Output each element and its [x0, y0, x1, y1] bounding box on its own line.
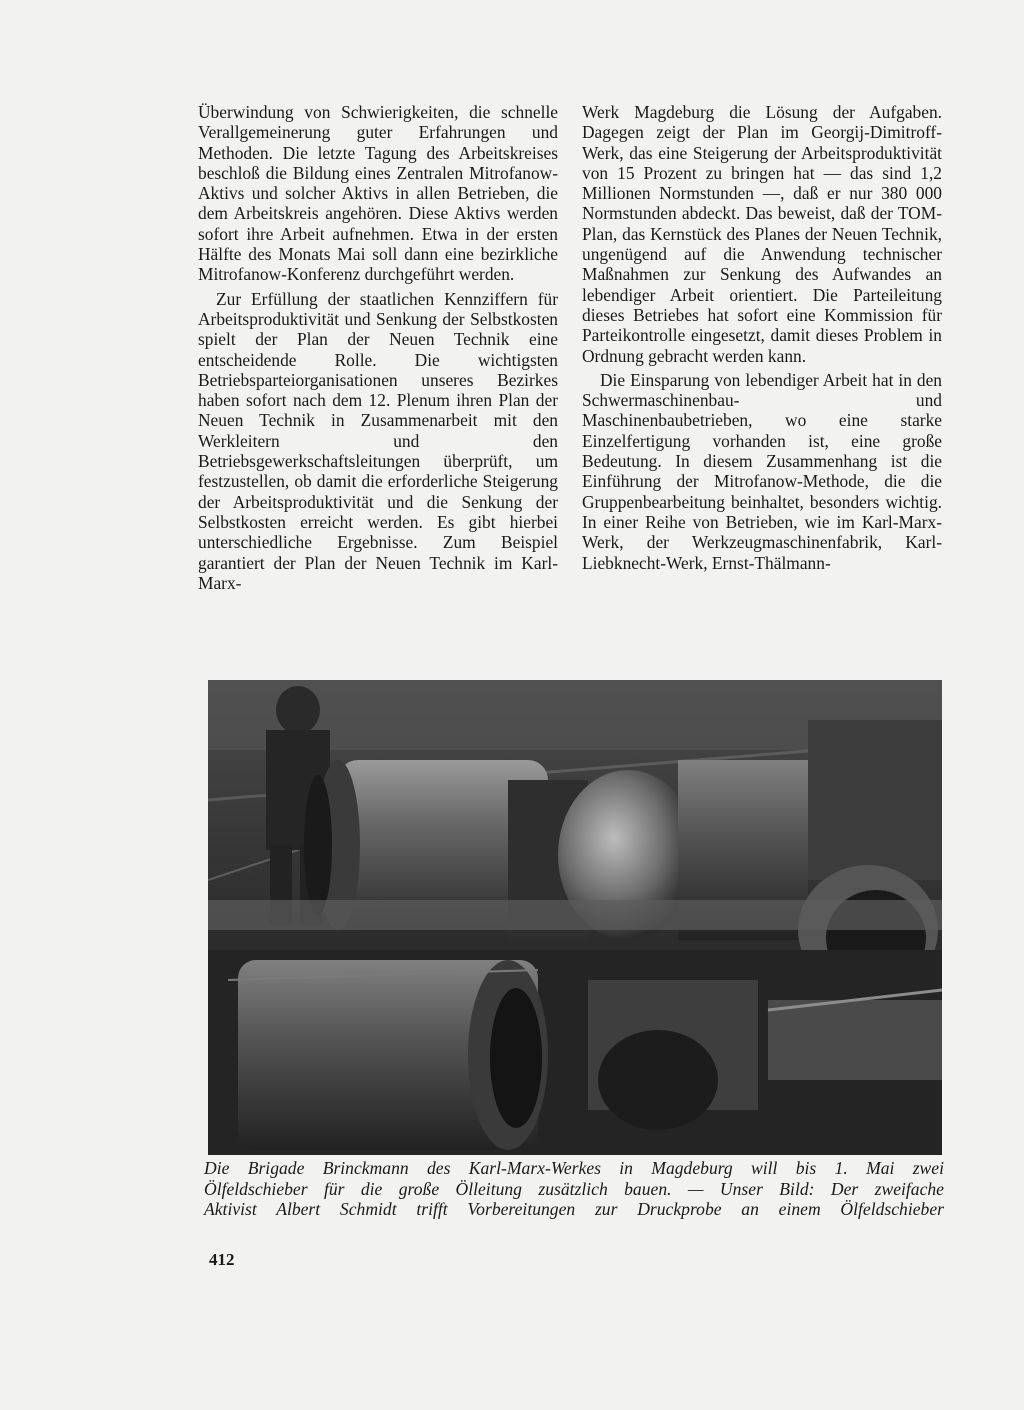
photo-illustration	[208, 680, 942, 1155]
page-number: 412	[209, 1250, 235, 1269]
right-paragraph-1: Werk Magdeburg die Lösung der Aufgaben. Dagegen zeigt der Plan im Georgij-Dimitroff-Werk, das eine Steigerung der Arbeitsproduktivität von 15 Prozent zu bringen hat — das sind 1,2 Millionen Normstunden —, daß er nur 380 000 Normstunden abdeckt. Das beweist, daß der TOM-Plan, das Kernstück des Planes der Neuen Technik, ungenügend auf die Anwendung technischer Maßnahmen zur Senkung des Aufwandes an lebendiger Arbeit orientiert. Die Parteileitung dieses Betriebes hat sofort eine Kommission für Parteikontrolle eingesetzt, damit dieses Problem in Ordnung gebracht werden kann.	[582, 102, 942, 366]
caption-line-1: Die Brigade Brinckmann des Karl-Marx-Werkes in Magdeburg will bis 1. Mai zwei	[204, 1158, 944, 1178]
caption-line-3: Aktivist Albert Schmidt trifft Vorbereitungen zur Druckprobe an einem Ölfeldschieber	[204, 1199, 944, 1219]
caption-line-2: Ölfeldschieber für die große Ölleitung zusätzlich bauen. — Unser Bild: Der zweifache	[204, 1178, 944, 1199]
right-paragraph-2: Die Einsparung von lebendiger Arbeit hat in den Schwermaschinenbau- und Maschinenbaubetrieben, wo eine starke Einzelfertigung vorhanden ist, eine große Bedeutung. In diesem Zusammenhang ist die Einführung der Mitrofanow-Methode, die die Gruppenbearbeitung beinhaltet, besonders wichtig. In einer Reihe von Betrieben, wie im Karl-Marx-Werk, der Werkzeugmaschinenfabrik, Karl-Liebknecht-Werk, Ernst-Thälmann-	[582, 369, 942, 573]
right-column	[582, 102, 942, 577]
photo-caption	[204, 1158, 944, 1220]
machinery-photo	[208, 680, 942, 1155]
left-paragraph-1: Überwindung von Schwierigkeiten, die schnelle Verallgemeinerung guter Erfahrungen und Methoden. Die letzte Tagung des Arbeitskreises beschloß die Bildung eines Zentralen Mitrofanow-Aktivs und solcher Aktivs in allen Betrieben, die dem Arbeitskreis angehören. Diese Aktivs werden sofort ihre Arbeit aufnehmen. Etwa in der ersten Hälfte des Monats Mai soll dann eine bezirkliche Mitrofanow-Konferenz durchgeführt werden.	[198, 102, 558, 285]
left-column	[198, 102, 558, 597]
left-paragraph-2: Zur Erfüllung der staatlichen Kennziffern für Arbeitsproduktivität und Senkung der Selbstkosten spielt der Plan der Neuen Technik eine entscheidende Rolle. Die wichtigsten Betriebsparteiorganisationen unseres Bezirkes haben sofort nach dem 12. Plenum ihren Plan der Neuen Technik in Zusammenarbeit mit den Werkleitern und den Betriebsgewerkschaftsleitungen überprüft, um festzustellen, ob damit die erforderliche Steigerung der Arbeitsproduktivität und die Senkung der Selbstkosten erreicht werden. Es gibt hierbei unterschiedliche Ergebnisse. Zum Beispiel garantiert der Plan der Neuen Technik im Karl-Marx-	[198, 288, 558, 593]
